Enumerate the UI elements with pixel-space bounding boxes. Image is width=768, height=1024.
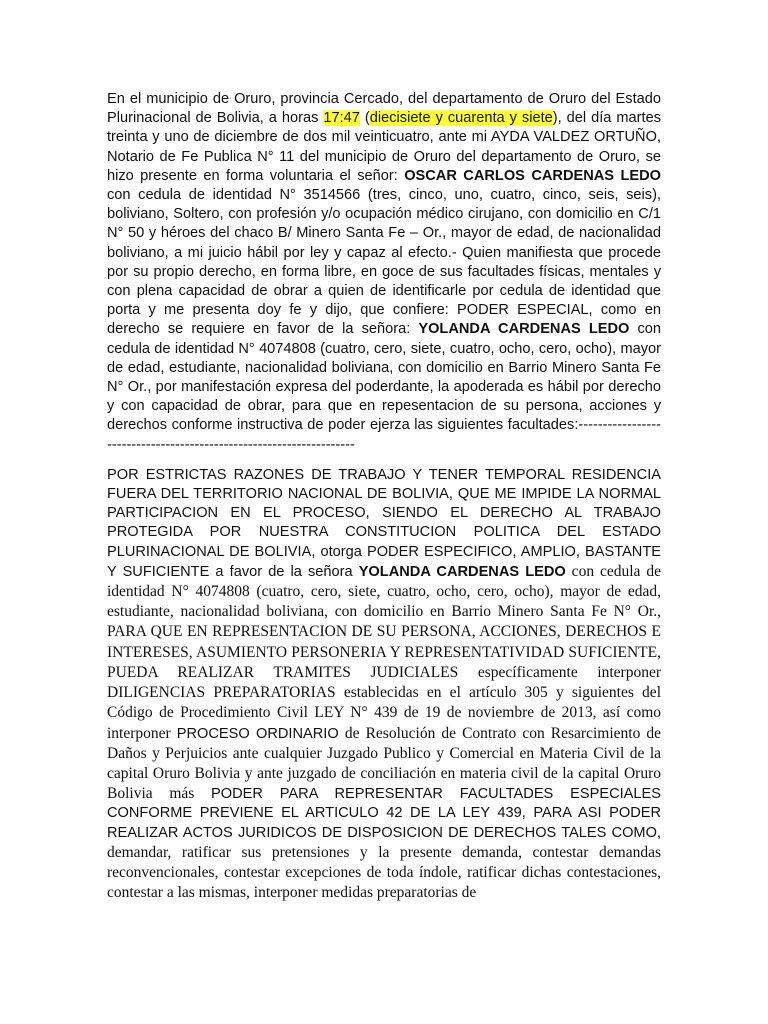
p2-text-3: establecidas en el artículo 305 y siguientes del Código de Procedimiento Civil LEY N° 439 de 19 de noviembre de 2013, así como interponer bbox=[107, 684, 661, 742]
attorney-name-2: YOLANDA CARDENAS LEDO bbox=[358, 563, 566, 580]
p1-text-5: con cedula de identidad N° 4074808 (cuatro, cero, siete, cuatro, ocho, cero, ocho), mayor de edad, estudiante, nacionalidad boliviana, con domicilio en Barrio Minero Santa Fe N° Or., por manifestación expresa del poderdante, la apoderada es hábil por derecho y con capacidad de obrar, para que en repesentacion de su persona, acciones y derechos conforme instructiva de poder ejerza las siguientes facultades:-------------------------------------------------------------------- bbox=[107, 321, 661, 453]
p2-text-1: POR ESTRICTAS RAZONES DE TRABAJO Y TENER TEMPORAL RESIDENCIA FUERA DEL TERRITORIO NACIONAL DE BOLIVIA, QUE ME IMPIDE LA NORMAL PARTICIPACION EN EL PROCESO, SIENDO EL DERECHO AL TRABAJO PROTEGIDA POR NUESTRA CONSTITUCION POLITICA DEL ESTADO PLURINACIONAL DE BOLIVIA, otorga PODER ESPECIFICO, AMPLIO, BASTANTE Y SUFICIENTE a favor de la señora bbox=[107, 466, 661, 580]
grantor-name: OSCAR CARLOS CARDENAS LEDO bbox=[404, 167, 661, 184]
p2-text-7: demandar, ratificar sus pretensiones y la presente demanda, contestar demandas reconvencionales, contestar excepciones de toda índole, ratificar dichas contestaciones, contestar a las mismas, interponer medidas preparatorias de bbox=[107, 843, 661, 902]
p1-text-4: con cedula de identidad N° 3514566 (tres, cinco, uno, cuatro, cinco, seis, seis), boliviano, Soltero, con profesión y/o ocupación médico cirujano, con domicilio en C/1 N° 50 y héroes del chaco B/ Minero Santa Fe – Or., mayor de edad, de nacionalidad boliviano, a mi juicio hábil por ley y capaz al efecto.- Quien manifiesta que procede por su propio derecho, en forma libre, en goce de sus facultades físicas, mentales y con plena capacidad de obrar a quien de identificarle por cedula de identidad que porta y me presenta doy fe y dijo, que confiere: PODER ESPECIAL, como en derecho se requiere en favor de la señora: bbox=[107, 187, 661, 338]
p1-text-1: En el municipio de Oruro, provincia Cercado, del departamento de Oruro del Estado Plurinacional de Bolivia, a horas bbox=[107, 91, 661, 127]
highlighted-time-words: diecisiete y cuarenta y siete bbox=[369, 110, 553, 127]
paragraph-powers bbox=[107, 466, 661, 903]
notarial-document bbox=[107, 90, 661, 903]
p2-text-6: PODER PARA REPRESENTAR FACULTADES ESPECIALES CONFORME PREVIENE EL ARTICULO 42 DE LA LEY 439, PARA ASI PODER REALIZAR ACTOS JURIDICOS DE DISPOSICION DE DERECHOS TALES COMO, bbox=[107, 786, 662, 841]
paragraph-appearance bbox=[107, 90, 661, 455]
attorney-name: YOLANDA CARDENAS LEDO bbox=[418, 321, 630, 338]
p2-text-4: PROCESO ORDINARIO bbox=[176, 725, 345, 742]
p1-text-3: ), del día martes treinta y uno de diciembre de dos mil veinticuatro, ante mi AYDA VALDEZ ORTUÑO, Notario de Fe Publica N° 11 del municipio de Oruro del departamento de Oruro, se hizo presente en forma voluntaria el señor: bbox=[107, 110, 661, 184]
p1-text-2: ( bbox=[359, 110, 370, 127]
p2-text-2: con cedula de identidad N° 4074808 (cuatro, cero, siete, cuatro, ocho, cero, ocho), mayor de edad, estudiante, nacionalidad boliviana, con domicilio en Barrio Minero Santa Fe N° Or., PARA QUE EN REPRESENTACION DE SU PERSONA, ACCIONES, DERECHOS E INTERESES, ASUMIENTO PERSONERIA Y REPRESENTATIVIDAD SUFICIENTE, PUEDA REALIZAR TRAMITES JUDICIALES específicamente interponer DILIGENCIAS PREPARATORIAS bbox=[107, 562, 661, 702]
highlighted-time: 17:47 bbox=[323, 110, 360, 127]
p2-text-5: de Resolución de Contrato con Resarcimiento de Daños y Perjuicios ante cualquier Juzgado Publico y Comercial en Materia Civil de la capital Oruro Bolivia y ante juzgado de conciliación en materia civil de la capital Oruro Bolivia más bbox=[107, 724, 661, 803]
